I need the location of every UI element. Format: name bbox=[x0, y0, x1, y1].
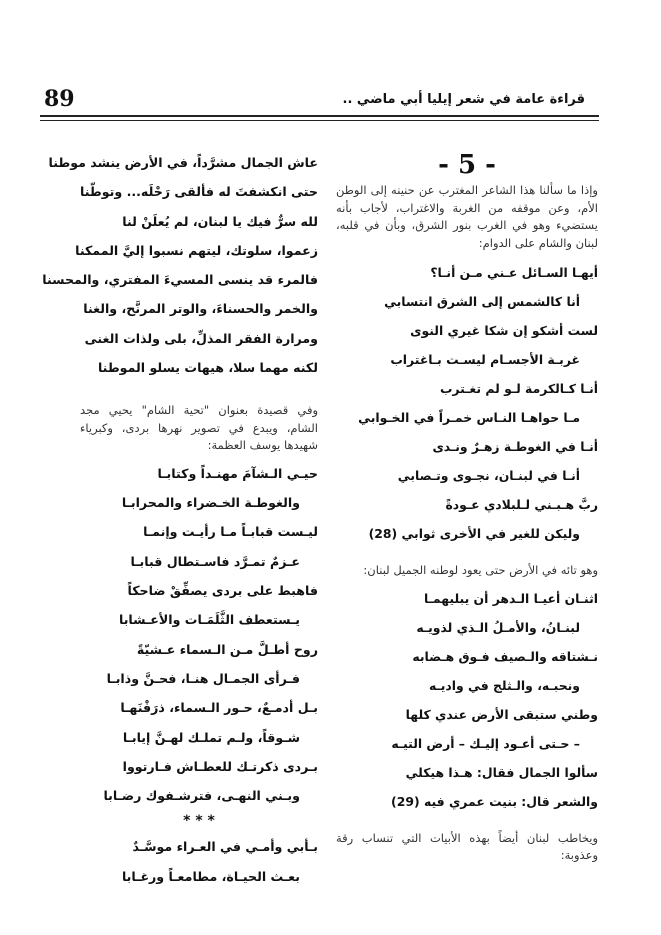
verse-line: زعموا، سلوتك، ليتهم نسبوا إليَّ الممكنا bbox=[75, 242, 318, 258]
verse-line: غربـة الأجسـام ليسـت بـاغتراب bbox=[390, 352, 580, 367]
verse-line: أنا كالشمس إلى الشرق انتسابي bbox=[384, 294, 580, 309]
verse-line: لله سرٌّ فيك يا لبنان، لم يُعلَنْ لنا bbox=[122, 213, 318, 229]
poem-block-5 bbox=[80, 832, 318, 891]
verse-line: والخمر والحسناءَ، والوتر المرنَّح، والغنا bbox=[83, 301, 318, 317]
verse-line: ومرارة الفقر المذلِّ، بلى ولذات الغنى bbox=[84, 330, 318, 346]
verse-line: سألوا الجمال فقال: هـذا هيكلي bbox=[405, 764, 598, 780]
verse-line: حتى انكشفتَ له فألقى رَحْلَه... وتوطّنا bbox=[80, 184, 318, 200]
verse-line: أنـا في لبنـان، نجـوى وتـصابي bbox=[397, 468, 580, 483]
page-number: 89 bbox=[44, 86, 75, 112]
verse-line: وطني ستبقى الأرض عندي كلها bbox=[405, 706, 598, 722]
verse-line: ونحبـه، والـثلج في واديـه bbox=[429, 677, 580, 693]
poem-block-1 bbox=[336, 258, 598, 548]
verse-line: روح أطـلَّ مـن الـسماء عـشيّةً bbox=[136, 641, 318, 657]
verse-line: ليـست قبابـاً مـا رأيـت وإنمـا bbox=[143, 524, 318, 540]
header-rule-thin bbox=[40, 120, 599, 121]
verse-line: بـردى ذكرتـك للعطـاش فـارتووا bbox=[122, 758, 318, 774]
verse-line: بـل أدمـعٌ، حـور الـسماء، ذرَفْنَهـا bbox=[120, 700, 318, 716]
header-rule bbox=[40, 115, 599, 117]
section-separator: * * * bbox=[183, 813, 215, 830]
running-head: قراءة عامة في شعر إيليا أبي ماضي .. bbox=[342, 92, 585, 107]
verse-line: أيهـا السـائل عـني مـن أنـا؟ bbox=[430, 265, 598, 280]
verse-line: وبـني النهـى، فترشـفوك رضـابا bbox=[103, 788, 300, 804]
verse-line: والشعر قال: بنيت عمري فيه (29) bbox=[391, 793, 598, 809]
verse-line: حيـي الـشآمَ مهنـداً وكتابـا bbox=[157, 465, 318, 481]
verse-line: لست أشكو إن شكا غيري النوى bbox=[410, 323, 598, 338]
poem-block-4 bbox=[80, 459, 318, 811]
verse-line: فالمرء قد ينسى المسيءَ المفتري، والمحسنا bbox=[42, 272, 318, 288]
verse-line: فـرأى الجمـال هنـا، فحـنَّ وذابـا bbox=[106, 670, 300, 686]
verse-line: فاهبط على بردى يصفِّقْ ضاحكاً bbox=[127, 583, 318, 599]
intro-paragraph: وإذا ما سألنا هذا الشاعر المغترب عن حنينه إلى الوطن الأم، وعن موقفه من الغربة والاغتراب، لأجاب بأنه يستضيء وهو في الغرب بنور الشرق، وبأن في قلبه، لبنان والشام على الدوام: bbox=[336, 183, 598, 250]
verse-line: والغوطـة الخـضراء والمحرابـا bbox=[121, 495, 300, 511]
verse-line: بـأبي وأمـي في العـراء موسَّـدٌ bbox=[132, 839, 318, 855]
verse-line: بعـث الحيـاة، مطامعـاً ورغـابا bbox=[121, 868, 300, 884]
right-column bbox=[336, 148, 598, 865]
verse-line: أنـا في الغوطـة زهـرٌ ونـدى bbox=[432, 439, 598, 454]
outro-paragraph: ويخاطب لبنان أيضاً بهذه الأبيات التي تنساب رقة وعذوبة: bbox=[336, 830, 598, 862]
verse-line: يـستعطف الثَّلَمَـات والأعـشابا bbox=[118, 612, 300, 628]
tahiyyat-al-sham-paragraph: وفي قصيدة بعنوان "تحية الشام" يحيي مجد الشام، ويبدع في تصوير نهرها بردى، وكبرياء شهيدها يوسف العظمة: bbox=[80, 403, 318, 453]
verse-line: مـا حواهـا النـاس خمـراً في الخـوابي bbox=[358, 410, 580, 425]
verse-line: ربَّ هـبـني لـلبلادي عـودةً bbox=[445, 497, 598, 512]
verse-line: نـشتاقه والـصيف فـوق هـضابه bbox=[412, 648, 598, 664]
verse-line: عاش الجمال مشرَّداً، في الأرض ينشد موطنا bbox=[48, 155, 318, 170]
verse-line: لبنـانُ، والأمـلُ الـذي لذويـه bbox=[416, 619, 580, 635]
mid-paragraph: وهو تائه في الأرض حتى يعود لوطنه الجميل لبنان: bbox=[363, 563, 598, 577]
verse-line: اثنـان أعيـا الـدهر أن يبليهمـا bbox=[424, 590, 598, 606]
left-column bbox=[42, 148, 318, 891]
verse-line: وليكن للغير في الأخرى ثوابي (28) bbox=[368, 526, 580, 541]
poem-block-2 bbox=[336, 584, 598, 816]
section-number: - 5 - bbox=[438, 150, 496, 180]
verse-line: لكنه مهما سلا، هيهات يسلو الموطنا bbox=[97, 360, 318, 376]
poem-block-3 bbox=[42, 148, 318, 382]
verse-line: عـزمٌ تمـرَّد فاسـتطال قبابـا bbox=[130, 553, 300, 569]
verse-line: – حـتى أعـود إليـك – أرض التيـه bbox=[391, 735, 580, 751]
verse-line: أنـا كـالكرمة لـو لم تغـترب bbox=[439, 381, 598, 396]
verse-line: شـوقاً، ولـم تملـك لهـنَّ إيابـا bbox=[122, 729, 300, 745]
